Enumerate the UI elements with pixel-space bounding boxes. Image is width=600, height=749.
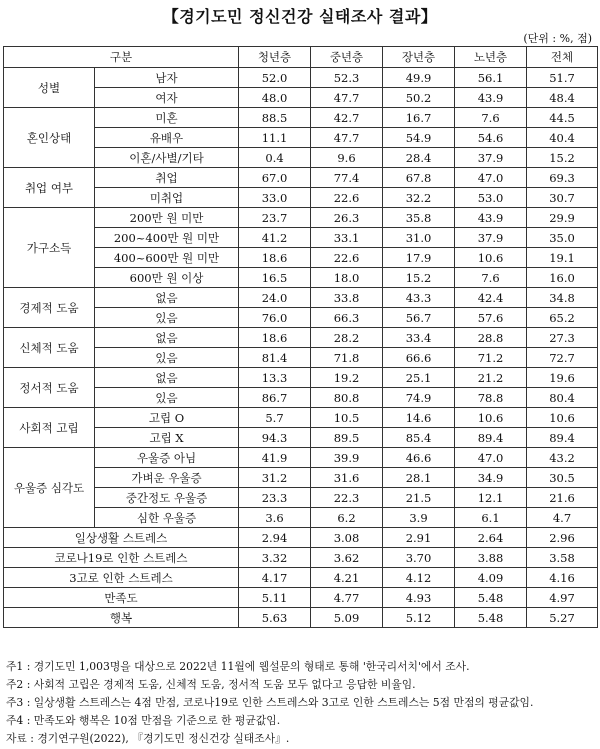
value-cell: 2.96 <box>527 528 598 548</box>
row-sub-label: 있음 <box>95 308 239 328</box>
value-cell: 5.09 <box>311 608 383 628</box>
row-group-label: 가구소득 <box>4 208 95 288</box>
value-cell: 46.6 <box>383 448 455 468</box>
value-cell: 42.7 <box>311 108 383 128</box>
value-cell: 10.6 <box>455 408 527 428</box>
value-cell: 3.58 <box>527 548 598 568</box>
value-cell: 33.0 <box>239 188 311 208</box>
value-cell: 29.9 <box>527 208 598 228</box>
row-sub-label: 고립 O <box>95 408 239 428</box>
value-cell: 28.8 <box>455 328 527 348</box>
value-cell: 47.7 <box>311 88 383 108</box>
table-row <box>4 108 598 128</box>
value-cell: 11.1 <box>239 128 311 148</box>
value-cell: 22.6 <box>311 188 383 208</box>
value-cell: 33.8 <box>311 288 383 308</box>
value-cell: 40.4 <box>527 128 598 148</box>
value-cell: 2.94 <box>239 528 311 548</box>
value-cell: 37.9 <box>455 148 527 168</box>
value-cell: 21.6 <box>527 488 598 508</box>
value-cell: 76.0 <box>239 308 311 328</box>
row-sub-label: 중간정도 우울증 <box>95 488 239 508</box>
header-col-middle: 중년층 <box>311 47 383 68</box>
row-sub-label: 400~600만 원 미만 <box>95 248 239 268</box>
value-cell: 5.63 <box>239 608 311 628</box>
value-cell: 94.3 <box>239 428 311 448</box>
header-col-youth: 청년층 <box>239 47 311 68</box>
value-cell: 47.0 <box>455 168 527 188</box>
value-cell: 48.0 <box>239 88 311 108</box>
document-title: 【경기도민 정신건강 실태조사 결과】 <box>162 7 438 26</box>
value-cell: 5.7 <box>239 408 311 428</box>
value-cell: 21.5 <box>383 488 455 508</box>
value-cell: 47.7 <box>311 128 383 148</box>
value-cell: 5.12 <box>383 608 455 628</box>
header-col-total: 전체 <box>527 47 598 68</box>
table-row <box>4 168 598 188</box>
value-cell: 7.6 <box>455 268 527 288</box>
value-cell: 78.8 <box>455 388 527 408</box>
value-cell: 49.9 <box>383 68 455 88</box>
table-header-row <box>4 47 598 68</box>
row-group-label: 경제적 도움 <box>4 288 95 328</box>
survey-results-table <box>3 46 598 628</box>
value-cell: 71.2 <box>455 348 527 368</box>
value-cell: 54.6 <box>455 128 527 148</box>
value-cell: 43.9 <box>455 208 527 228</box>
value-cell: 34.8 <box>527 288 598 308</box>
header-col-elderly: 노년층 <box>455 47 527 68</box>
value-cell: 7.6 <box>455 108 527 128</box>
value-cell: 26.3 <box>311 208 383 228</box>
value-cell: 66.6 <box>383 348 455 368</box>
value-cell: 3.6 <box>239 508 311 528</box>
row-sub-label: 남자 <box>95 68 239 88</box>
value-cell: 71.8 <box>311 348 383 368</box>
value-cell: 4.09 <box>455 568 527 588</box>
table-row <box>4 68 598 88</box>
value-cell: 41.2 <box>239 228 311 248</box>
table-row <box>4 548 598 568</box>
value-cell: 4.12 <box>383 568 455 588</box>
value-cell: 30.7 <box>527 188 598 208</box>
value-cell: 85.4 <box>383 428 455 448</box>
row-sub-label: 우울증 아님 <box>95 448 239 468</box>
table-row <box>4 328 598 348</box>
row-group-label: 정서적 도움 <box>4 368 95 408</box>
row-label: 코로나19로 인한 스트레스 <box>4 548 239 568</box>
value-cell: 24.0 <box>239 288 311 308</box>
value-cell: 4.93 <box>383 588 455 608</box>
header-category: 구분 <box>4 47 239 68</box>
row-group-label: 우울증 심각도 <box>4 448 95 528</box>
table-row <box>4 588 598 608</box>
value-cell: 80.4 <box>527 388 598 408</box>
value-cell: 4.16 <box>527 568 598 588</box>
value-cell: 31.0 <box>383 228 455 248</box>
value-cell: 66.3 <box>311 308 383 328</box>
value-cell: 19.2 <box>311 368 383 388</box>
row-label: 3고로 인한 스트레스 <box>4 568 239 588</box>
value-cell: 4.21 <box>311 568 383 588</box>
value-cell: 17.9 <box>383 248 455 268</box>
value-cell: 56.1 <box>455 68 527 88</box>
row-sub-label: 미혼 <box>95 108 239 128</box>
value-cell: 4.97 <box>527 588 598 608</box>
row-sub-label: 없음 <box>95 288 239 308</box>
footnote-2: 주2 : 사회적 고립은 경제적 도움, 신체적 도움, 정서적 도움 모두 없다고 응답한 비율임. <box>6 678 416 691</box>
row-sub-label: 있음 <box>95 348 239 368</box>
value-cell: 5.48 <box>455 608 527 628</box>
value-cell: 28.1 <box>383 468 455 488</box>
value-cell: 77.4 <box>311 168 383 188</box>
row-sub-label: 이혼/사별/기타 <box>95 148 239 168</box>
value-cell: 3.70 <box>383 548 455 568</box>
value-cell: 43.9 <box>455 88 527 108</box>
value-cell: 19.6 <box>527 368 598 388</box>
value-cell: 14.6 <box>383 408 455 428</box>
table-row <box>4 608 598 628</box>
value-cell: 15.2 <box>527 148 598 168</box>
table-row <box>4 408 598 428</box>
value-cell: 18.6 <box>239 248 311 268</box>
value-cell: 3.88 <box>455 548 527 568</box>
value-cell: 32.2 <box>383 188 455 208</box>
value-cell: 2.91 <box>383 528 455 548</box>
value-cell: 5.48 <box>455 588 527 608</box>
row-sub-label: 200만 원 미만 <box>95 208 239 228</box>
value-cell: 25.1 <box>383 368 455 388</box>
value-cell: 18.0 <box>311 268 383 288</box>
footnotes <box>6 658 596 748</box>
value-cell: 39.9 <box>311 448 383 468</box>
row-sub-label: 고립 X <box>95 428 239 448</box>
value-cell: 10.6 <box>455 248 527 268</box>
value-cell: 43.2 <box>527 448 598 468</box>
row-sub-label: 가벼운 우울증 <box>95 468 239 488</box>
value-cell: 65.2 <box>527 308 598 328</box>
table-row <box>4 288 598 308</box>
value-cell: 89.5 <box>311 428 383 448</box>
source-note: 자료 : 경기연구원(2022), 『경기도민 정신건강 실태조사』. <box>6 732 290 745</box>
value-cell: 33.1 <box>311 228 383 248</box>
value-cell: 56.7 <box>383 308 455 328</box>
value-cell: 50.2 <box>383 88 455 108</box>
value-cell: 47.0 <box>455 448 527 468</box>
row-sub-label: 심한 우울증 <box>95 508 239 528</box>
table-body <box>4 68 598 628</box>
row-sub-label: 없음 <box>95 368 239 388</box>
value-cell: 52.0 <box>239 68 311 88</box>
row-sub-label: 있음 <box>95 388 239 408</box>
value-cell: 33.4 <box>383 328 455 348</box>
value-cell: 6.2 <box>311 508 383 528</box>
row-group-label: 성별 <box>4 68 95 108</box>
value-cell: 4.17 <box>239 568 311 588</box>
row-sub-label: 미취업 <box>95 188 239 208</box>
value-cell: 21.2 <box>455 368 527 388</box>
value-cell: 19.1 <box>527 248 598 268</box>
table-row <box>4 208 598 228</box>
value-cell: 44.5 <box>527 108 598 128</box>
value-cell: 69.3 <box>527 168 598 188</box>
value-cell: 30.5 <box>527 468 598 488</box>
value-cell: 28.4 <box>383 148 455 168</box>
value-cell: 16.0 <box>527 268 598 288</box>
value-cell: 57.6 <box>455 308 527 328</box>
value-cell: 4.7 <box>527 508 598 528</box>
row-sub-label: 600만 원 이상 <box>95 268 239 288</box>
row-sub-label: 없음 <box>95 328 239 348</box>
value-cell: 89.4 <box>527 428 598 448</box>
value-cell: 54.9 <box>383 128 455 148</box>
value-cell: 13.3 <box>239 368 311 388</box>
row-group-label: 사회적 고립 <box>4 408 95 448</box>
value-cell: 3.08 <box>311 528 383 548</box>
value-cell: 22.3 <box>311 488 383 508</box>
value-cell: 43.3 <box>383 288 455 308</box>
footnote-4: 주4 : 만족도와 행복은 10점 만점을 기준으로 한 평균값임. <box>6 714 281 727</box>
value-cell: 3.32 <box>239 548 311 568</box>
value-cell: 53.0 <box>455 188 527 208</box>
row-sub-label: 200~400만 원 미만 <box>95 228 239 248</box>
row-group-label: 혼인상태 <box>4 108 95 168</box>
value-cell: 35.8 <box>383 208 455 228</box>
value-cell: 4.77 <box>311 588 383 608</box>
row-sub-label: 유배우 <box>95 128 239 148</box>
unit-label: (단위 : %, 점) <box>523 32 592 45</box>
value-cell: 9.6 <box>311 148 383 168</box>
row-label: 일상생활 스트레스 <box>4 528 239 548</box>
value-cell: 86.7 <box>239 388 311 408</box>
value-cell: 81.4 <box>239 348 311 368</box>
value-cell: 3.9 <box>383 508 455 528</box>
value-cell: 51.7 <box>527 68 598 88</box>
row-group-label: 신체적 도움 <box>4 328 95 368</box>
value-cell: 52.3 <box>311 68 383 88</box>
row-label: 만족도 <box>4 588 239 608</box>
row-group-label: 취업 여부 <box>4 168 95 208</box>
value-cell: 18.6 <box>239 328 311 348</box>
value-cell: 16.7 <box>383 108 455 128</box>
value-cell: 74.9 <box>383 388 455 408</box>
value-cell: 10.6 <box>527 408 598 428</box>
value-cell: 35.0 <box>527 228 598 248</box>
value-cell: 5.11 <box>239 588 311 608</box>
value-cell: 31.6 <box>311 468 383 488</box>
value-cell: 34.9 <box>455 468 527 488</box>
value-cell: 10.5 <box>311 408 383 428</box>
row-sub-label: 여자 <box>95 88 239 108</box>
value-cell: 2.64 <box>455 528 527 548</box>
value-cell: 22.6 <box>311 248 383 268</box>
value-cell: 5.27 <box>527 608 598 628</box>
value-cell: 48.4 <box>527 88 598 108</box>
footnote-1: 주1 : 경기도민 1,003명을 대상으로 2022년 11월에 웹설문의 형태로 통해 '한국리서치'에서 조사. <box>6 660 470 673</box>
value-cell: 12.1 <box>455 488 527 508</box>
value-cell: 88.5 <box>239 108 311 128</box>
value-cell: 42.4 <box>455 288 527 308</box>
value-cell: 3.62 <box>311 548 383 568</box>
value-cell: 28.2 <box>311 328 383 348</box>
value-cell: 0.4 <box>239 148 311 168</box>
value-cell: 89.4 <box>455 428 527 448</box>
value-cell: 31.2 <box>239 468 311 488</box>
row-sub-label: 취업 <box>95 168 239 188</box>
value-cell: 72.7 <box>527 348 598 368</box>
value-cell: 37.9 <box>455 228 527 248</box>
table-row <box>4 368 598 388</box>
value-cell: 6.1 <box>455 508 527 528</box>
table-row <box>4 568 598 588</box>
value-cell: 23.7 <box>239 208 311 228</box>
footnote-3: 주3 : 일상생활 스트레스는 4점 만점, 코로나19로 인한 스트레스와 3고로 인한 스트레스는 5점 만점의 평균값임. <box>6 696 534 709</box>
value-cell: 16.5 <box>239 268 311 288</box>
table-row <box>4 448 598 468</box>
table-row <box>4 528 598 548</box>
value-cell: 67.0 <box>239 168 311 188</box>
header-col-senior-middle: 장년층 <box>383 47 455 68</box>
value-cell: 27.3 <box>527 328 598 348</box>
value-cell: 67.8 <box>383 168 455 188</box>
row-label: 행복 <box>4 608 239 628</box>
value-cell: 15.2 <box>383 268 455 288</box>
value-cell: 23.3 <box>239 488 311 508</box>
value-cell: 41.9 <box>239 448 311 468</box>
value-cell: 80.8 <box>311 388 383 408</box>
